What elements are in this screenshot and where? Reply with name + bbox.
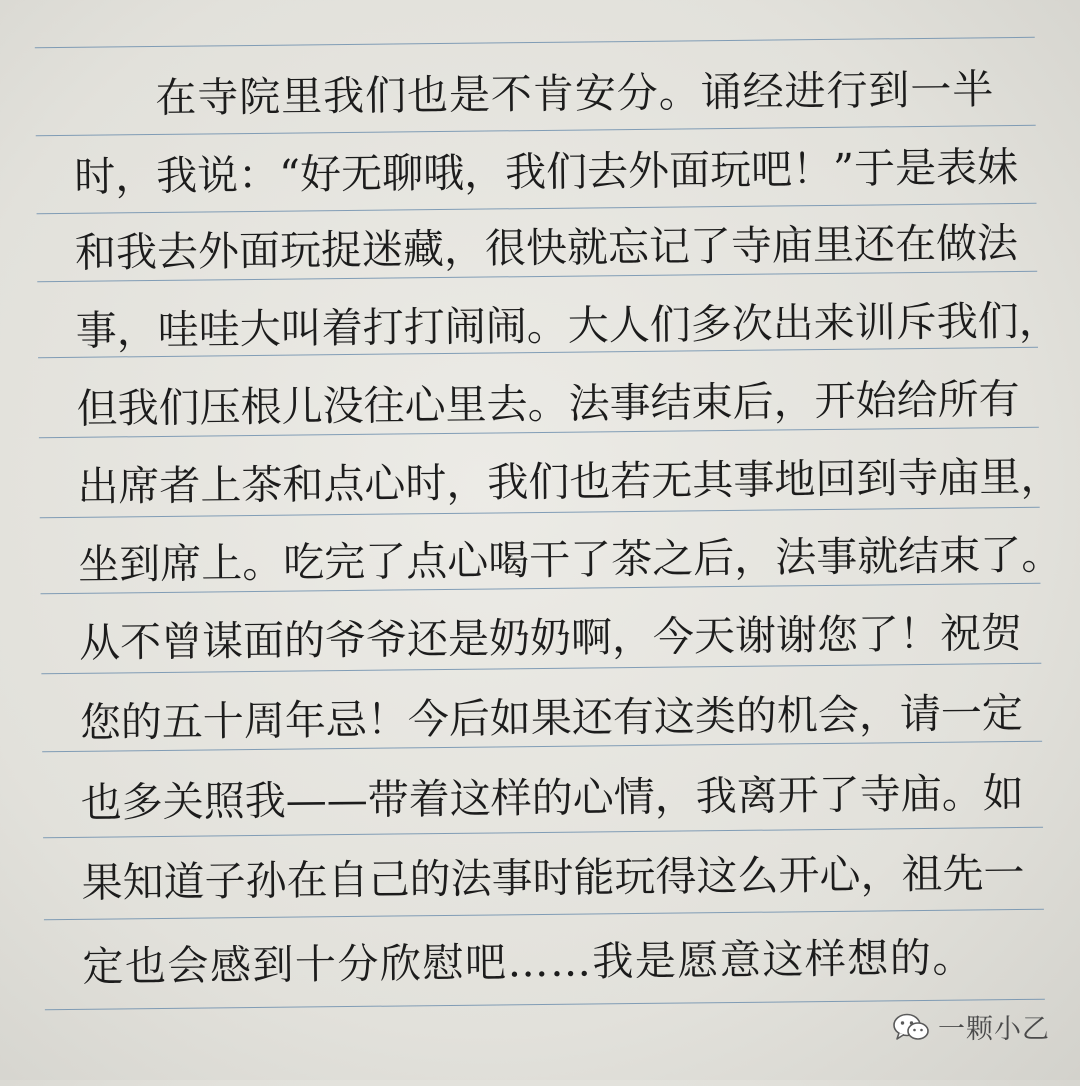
text-line: 从不曾谋面的爷爷还是奶奶啊，今天谢谢您了！祝贺 (78, 608, 1023, 667)
text-line: 也多关照我——带着这样的心情，我离开了寺庙。如 (80, 768, 1024, 827)
text-line: 在寺院里我们也是不肯安分。诵经进行到一半 (155, 65, 994, 123)
ruled-line (35, 37, 1035, 48)
text-line: 时，我说：“好无聊哦，我们去外面玩吧！”于是表妹 (73, 142, 1019, 201)
text-line: 但我们压根儿没往心里去。法事结束后，开始给所有 (76, 374, 1020, 433)
text-line: 和我去外面玩捉迷藏，很快就忘记了寺庙里还在做法 (74, 218, 1019, 277)
text-line: 果知道子孙在自己的法事时能玩得这么开心，祖先一 (81, 848, 1025, 907)
watermark (892, 1007, 1050, 1046)
watermark-text: 一颗小乙 (938, 1014, 1050, 1045)
text-line: 定也会感到十分欣慰吧……我是愿意这样想的。 (82, 933, 976, 991)
text-line: 事，哇哇大叫着打打闹闹。大人们多次出来训斥我们， (75, 296, 1060, 355)
wechat-icon (892, 1012, 930, 1042)
text-line: 坐到席上。吃完了点心喝干了茶之后，法事就结束了。 (77, 530, 1063, 589)
text-line: 您的五十周年忌！今后如果还有这类的机会，请一定 (79, 688, 1024, 747)
text-line: 出席者上茶和点心时，我们也若无其事地回到寺庙里， (77, 452, 1062, 511)
